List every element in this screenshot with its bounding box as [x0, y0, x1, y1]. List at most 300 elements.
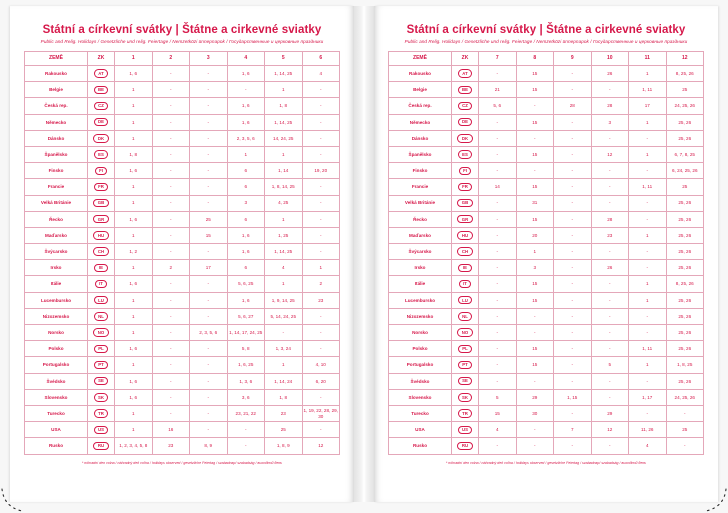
holiday-dates-cell: - [554, 292, 592, 308]
table-row [389, 163, 704, 179]
holiday-dates-cell: - [516, 438, 554, 454]
holiday-dates-cell: 1, 6 [227, 98, 265, 114]
right-footnote: * nóhradní den volna / náhradný deň voľna / holidays observed / gesetzliche Feiertag / szabadnap/ szabadság / выходной день [445, 460, 647, 465]
country-code-badge: PL [458, 345, 473, 353]
holiday-dates-cell: 28 [554, 98, 592, 114]
holiday-dates-cell: - [554, 325, 592, 341]
holiday-dates-cell: 31 [516, 195, 554, 211]
country-name: Portugalsko [25, 357, 88, 373]
holiday-dates-cell: 3 [516, 260, 554, 276]
holiday-dates-cell: 1, 6 [115, 276, 153, 292]
holiday-dates-cell: - [152, 389, 190, 405]
table-row [389, 292, 704, 308]
country-name: Polsko [25, 341, 88, 357]
table-row [25, 163, 340, 179]
country-code-cell [452, 357, 479, 373]
col-header-zk: ZK [452, 52, 479, 66]
holiday-dates-cell: - [516, 163, 554, 179]
holiday-dates-cell: - [629, 325, 667, 341]
country-name: Finsko [389, 163, 452, 179]
table-row [25, 195, 340, 211]
holiday-dates-cell: 15 [516, 179, 554, 195]
country-code-badge: FI [95, 167, 108, 175]
holiday-dates-cell: - [152, 325, 190, 341]
holiday-dates-cell: - [302, 227, 340, 243]
col-header-month-12: 12 [666, 52, 704, 66]
holiday-dates-cell: 6 [227, 179, 265, 195]
holiday-dates-cell: 6, 24, 25, 26 [666, 163, 704, 179]
country-code-badge: CZ [94, 102, 109, 110]
holiday-dates-cell: - [554, 114, 592, 130]
table-row [25, 260, 340, 276]
holiday-dates-cell: - [554, 195, 592, 211]
holiday-dates-cell: 19, 20 [302, 163, 340, 179]
holiday-dates-cell: 2, 3, 5, 6 [227, 130, 265, 146]
table-row [25, 146, 340, 162]
holiday-dates-cell: 1, 6 [115, 66, 153, 82]
holiday-dates-cell: 15 [516, 82, 554, 98]
holiday-dates-cell: 6, 20 [302, 373, 340, 389]
holiday-dates-cell: 11, 26 [629, 422, 667, 438]
holiday-dates-cell: 14 [479, 179, 517, 195]
country-name: Lucembursko [389, 292, 452, 308]
holiday-dates-cell: 25, 26 [666, 130, 704, 146]
holiday-dates-cell: 7 [554, 422, 592, 438]
country-code-badge: SK [94, 393, 109, 401]
holiday-dates-cell: 1, 3, 24 [265, 341, 303, 357]
holiday-dates-cell: 12 [591, 422, 629, 438]
table-row [25, 308, 340, 324]
holiday-dates-cell: 1, 6 [227, 66, 265, 82]
holiday-dates-cell: - [591, 276, 629, 292]
holiday-dates-cell: - [479, 211, 517, 227]
country-code-badge: LU [458, 296, 473, 304]
holiday-dates-cell: 25 [666, 82, 704, 98]
country-code-badge: NO [93, 328, 108, 336]
table-row [25, 276, 340, 292]
country-name: Velká Británie [389, 195, 452, 211]
country-code-cell [88, 179, 115, 195]
holiday-dates-cell: - [227, 82, 265, 98]
country-code-cell [88, 405, 115, 421]
country-name: Česká rep. [25, 98, 88, 114]
country-name: Irsko [25, 260, 88, 276]
holiday-dates-cell: - [591, 130, 629, 146]
country-name: Turecko [25, 405, 88, 421]
country-name: Belgie [389, 82, 452, 98]
right-page [374, 6, 718, 502]
holiday-dates-cell: 1 [115, 357, 153, 373]
col-header-month-7: 7 [479, 52, 517, 66]
holiday-dates-cell: - [152, 373, 190, 389]
table-row [389, 114, 704, 130]
holiday-dates-cell: 1 [115, 292, 153, 308]
holiday-dates-cell: 1, 9, 14, 25 [265, 292, 303, 308]
col-header-month-1: 1 [115, 52, 153, 66]
country-code-badge: PT [94, 361, 109, 369]
holiday-dates-cell: 1, 8, 25 [666, 357, 704, 373]
holiday-dates-cell: 15 [516, 292, 554, 308]
table-row [25, 325, 340, 341]
holiday-dates-cell: - [479, 341, 517, 357]
country-code-badge: ES [458, 150, 473, 158]
country-code-cell [88, 308, 115, 324]
holiday-dates-cell: 21 [479, 82, 517, 98]
table-row [25, 422, 340, 438]
country-name: Itálie [25, 276, 88, 292]
holiday-dates-cell: - [554, 276, 592, 292]
country-code-badge: DK [93, 134, 108, 142]
holiday-dates-cell: 25, 26 [666, 292, 704, 308]
country-name: Slovensko [25, 389, 88, 405]
country-name: Španělsko [389, 146, 452, 162]
holiday-dates-cell: - [190, 373, 228, 389]
holiday-dates-cell: 20 [516, 227, 554, 243]
country-code-cell [88, 98, 115, 114]
holiday-dates-cell: - [554, 341, 592, 357]
table-row [25, 82, 340, 98]
holiday-dates-cell: 3 [591, 114, 629, 130]
holiday-dates-cell: 6 [227, 163, 265, 179]
holiday-dates-cell: 25, 26 [666, 341, 704, 357]
table-row [389, 422, 704, 438]
holiday-dates-cell: 29 [591, 405, 629, 421]
holiday-dates-cell: - [152, 114, 190, 130]
holiday-dates-cell: - [190, 292, 228, 308]
holiday-dates-cell: 23, 21, 22 [227, 405, 265, 421]
holiday-dates-cell: - [479, 373, 517, 389]
holiday-dates-cell: - [152, 341, 190, 357]
holiday-dates-cell: - [554, 244, 592, 260]
country-code-cell [452, 389, 479, 405]
country-name: Řecko [25, 211, 88, 227]
holiday-dates-cell: - [302, 195, 340, 211]
holiday-dates-cell: - [152, 179, 190, 195]
country-name: Švédsko [389, 373, 452, 389]
holiday-dates-cell: 1, 19, 22, 28, 29, 30 [302, 405, 340, 421]
holiday-dates-cell: - [265, 325, 303, 341]
country-name: Nizozemsko [389, 308, 452, 324]
holiday-dates-cell: 6, 7, 8, 25 [666, 146, 704, 162]
country-name: Maďarsko [25, 227, 88, 243]
holiday-dates-cell: 25, 26 [666, 308, 704, 324]
holiday-dates-cell: 25, 26 [666, 211, 704, 227]
holiday-dates-cell: 4 [479, 422, 517, 438]
holiday-dates-cell: - [479, 438, 517, 454]
holiday-dates-cell: 1 [115, 130, 153, 146]
country-code-badge: CZ [458, 102, 473, 110]
holiday-dates-cell: 1 [629, 227, 667, 243]
holiday-dates-cell: 23 [302, 292, 340, 308]
holiday-dates-cell: 15 [516, 66, 554, 82]
holiday-dates-cell: 16 [152, 422, 190, 438]
holiday-dates-cell: 4, 25 [265, 195, 303, 211]
holiday-dates-cell: 2 [302, 276, 340, 292]
holiday-dates-cell: - [152, 357, 190, 373]
country-code-badge: FR [94, 183, 109, 191]
country-name: Rusko [389, 438, 452, 454]
holiday-dates-cell: - [629, 163, 667, 179]
holiday-dates-cell: - [554, 227, 592, 243]
holiday-dates-cell: - [554, 357, 592, 373]
country-code-cell [452, 114, 479, 130]
country-name: Portugalsko [389, 357, 452, 373]
table-row [25, 244, 340, 260]
holiday-dates-cell: - [591, 438, 629, 454]
country-code-cell [88, 244, 115, 260]
holiday-dates-cell: - [190, 405, 228, 421]
country-name: USA [25, 422, 88, 438]
right-page-title: Státní a církevní svátky | Štátne a cirkevné sviatky [406, 24, 686, 36]
holiday-dates-cell: 1, 11 [629, 82, 667, 98]
holiday-dates-cell: - [629, 130, 667, 146]
holiday-dates-cell: 1, 8 [265, 389, 303, 405]
country-code-badge: GR [457, 215, 472, 223]
country-name: Německo [25, 114, 88, 130]
country-name: Rusko [25, 438, 88, 454]
holiday-dates-cell: - [190, 244, 228, 260]
holiday-dates-cell: - [554, 373, 592, 389]
holiday-dates-cell: 26 [591, 260, 629, 276]
country-code-cell [452, 276, 479, 292]
holiday-dates-cell: 28 [591, 98, 629, 114]
holiday-dates-cell: 25 [190, 211, 228, 227]
table-header-row [25, 52, 340, 66]
holiday-dates-cell: - [302, 325, 340, 341]
holiday-dates-cell: - [190, 66, 228, 82]
holiday-dates-cell: 1 [265, 146, 303, 162]
country-code-cell [88, 82, 115, 98]
country-code-cell [452, 66, 479, 82]
holiday-dates-cell: - [152, 130, 190, 146]
holiday-dates-cell: 1, 11 [629, 341, 667, 357]
country-name: Švédsko [25, 373, 88, 389]
col-header-country: ZEMĚ [25, 52, 88, 66]
country-code-badge: HU [457, 231, 472, 239]
holiday-dates-cell: - [554, 405, 592, 421]
holiday-dates-cell: 1, 8, 9 [265, 438, 303, 454]
country-name: Polsko [389, 341, 452, 357]
holiday-dates-cell: 1 [115, 179, 153, 195]
holiday-dates-cell: - [554, 130, 592, 146]
country-code-cell [88, 114, 115, 130]
holiday-dates-cell: 5 [591, 357, 629, 373]
holiday-dates-cell: - [554, 66, 592, 82]
holiday-dates-cell: 17 [629, 98, 667, 114]
holiday-dates-cell: 1 [115, 422, 153, 438]
holiday-dates-cell: - [190, 114, 228, 130]
country-name: Turecko [389, 405, 452, 421]
holiday-dates-cell: - [302, 179, 340, 195]
holiday-dates-cell: 8, 25, 26 [666, 276, 704, 292]
holiday-dates-cell: 6 [227, 260, 265, 276]
country-code-badge: DE [458, 118, 473, 126]
holiday-dates-cell: 24, 25, 26 [666, 98, 704, 114]
holiday-dates-cell: - [629, 373, 667, 389]
country-code-badge: BE [94, 86, 109, 94]
holiday-dates-cell: - [302, 114, 340, 130]
holiday-dates-cell: - [302, 130, 340, 146]
country-code-badge: AT [458, 69, 472, 77]
holiday-dates-cell: 1 [115, 98, 153, 114]
table-row [389, 389, 704, 405]
holiday-dates-cell: 25, 26 [666, 373, 704, 389]
holiday-dates-cell: - [554, 146, 592, 162]
country-code-cell [452, 211, 479, 227]
country-code-cell [88, 146, 115, 162]
holiday-dates-cell: - [479, 357, 517, 373]
country-code-badge: DK [457, 134, 472, 142]
country-code-cell [88, 325, 115, 341]
holiday-dates-cell: 25, 26 [666, 260, 704, 276]
table-row [25, 389, 340, 405]
country-code-badge: FR [458, 183, 473, 191]
country-name: Francie [25, 179, 88, 195]
table-row [389, 341, 704, 357]
holiday-dates-cell: 1 [265, 211, 303, 227]
holiday-dates-cell: - [516, 130, 554, 146]
holiday-dates-cell: 30 [516, 405, 554, 421]
holiday-dates-cell: 15 [516, 146, 554, 162]
table-row [25, 341, 340, 357]
country-code-badge: NL [94, 312, 109, 320]
country-name: Dánsko [25, 130, 88, 146]
holiday-dates-cell: - [554, 163, 592, 179]
holiday-dates-cell: - [227, 438, 265, 454]
holiday-dates-cell: 5 [479, 389, 517, 405]
holiday-dates-cell: 15 [516, 276, 554, 292]
holiday-dates-cell: - [591, 341, 629, 357]
col-header-zk: ZK [88, 52, 115, 66]
country-code-badge: FI [459, 167, 472, 175]
country-code-cell [452, 325, 479, 341]
country-name: Norsko [25, 325, 88, 341]
country-code-cell [88, 66, 115, 82]
holiday-dates-cell: - [591, 195, 629, 211]
holiday-dates-cell: - [591, 163, 629, 179]
holiday-dates-cell: 8, 25, 26 [666, 66, 704, 82]
holiday-dates-cell: - [479, 195, 517, 211]
country-code-badge: HU [93, 231, 108, 239]
country-code-cell [452, 373, 479, 389]
holiday-dates-cell: 4, 10 [302, 357, 340, 373]
table-row [389, 195, 704, 211]
country-code-cell [88, 357, 115, 373]
country-code-cell [452, 163, 479, 179]
right-page-subtitle: Public and Relig. Holidays / Gesetzliche und relig. Feiertage / Nemzetközi ünnepnapok / Государственные и церковные праздники [404, 39, 688, 44]
country-name: Velká Británie [25, 195, 88, 211]
holiday-dates-cell: 12 [591, 146, 629, 162]
country-code-cell [88, 422, 115, 438]
holiday-dates-cell: - [190, 341, 228, 357]
holiday-dates-cell: 1, 6 [115, 389, 153, 405]
holiday-dates-cell: 1 [115, 227, 153, 243]
holiday-dates-cell: - [190, 179, 228, 195]
holiday-dates-cell: 1, 14, 17, 24, 25 [227, 325, 265, 341]
country-code-badge: CH [93, 247, 108, 255]
holiday-dates-cell: 1 [115, 260, 153, 276]
holiday-dates-cell: - [190, 163, 228, 179]
table-row [25, 405, 340, 421]
holiday-dates-cell: 1, 14 [265, 163, 303, 179]
holiday-dates-cell: - [302, 98, 340, 114]
holiday-dates-cell: - [591, 244, 629, 260]
holiday-dates-cell: 1 [115, 308, 153, 324]
country-code-cell [452, 82, 479, 98]
holiday-dates-cell: - [190, 130, 228, 146]
holiday-dates-cell: 1 [115, 114, 153, 130]
country-code-badge: PL [94, 345, 109, 353]
table-row [389, 325, 704, 341]
holiday-dates-cell: - [190, 146, 228, 162]
holiday-dates-cell: - [302, 244, 340, 260]
col-header-month-11: 11 [629, 52, 667, 66]
holiday-dates-cell: - [302, 308, 340, 324]
country-code-cell [88, 276, 115, 292]
holiday-dates-cell: - [152, 66, 190, 82]
holiday-dates-cell: 1, 3, 6 [227, 373, 265, 389]
holiday-dates-cell: 1, 6, 25 [227, 357, 265, 373]
left-page-subtitle: Public and Relig. Holidays / Gesetzliche und relig. Feiertage / Nemzetközi ünnepnapok / Государственные и церковные праздники [40, 39, 324, 44]
country-code-badge: IT [459, 280, 472, 288]
table-header-row [389, 52, 704, 66]
table-row [25, 130, 340, 146]
table-row [25, 227, 340, 243]
holiday-dates-cell: - [516, 308, 554, 324]
country-code-badge: IE [94, 264, 107, 272]
country-code-cell [88, 163, 115, 179]
country-code-badge: IE [458, 264, 471, 272]
holiday-dates-cell: - [479, 130, 517, 146]
holiday-dates-cell: 1 [115, 82, 153, 98]
holiday-dates-cell: - [190, 82, 228, 98]
country-code-cell [88, 438, 115, 454]
country-name: Itálie [389, 276, 452, 292]
table-row [389, 308, 704, 324]
holiday-dates-cell: 12 [302, 438, 340, 454]
left-page [10, 6, 354, 502]
country-code-cell [452, 308, 479, 324]
country-name: Rakousko [25, 66, 88, 82]
table-row [25, 114, 340, 130]
holiday-dates-cell: 1 [629, 276, 667, 292]
holiday-dates-cell: 1 [629, 114, 667, 130]
holiday-dates-cell: 3, 6 [227, 389, 265, 405]
holiday-dates-cell: 15 [190, 227, 228, 243]
country-code-cell [88, 260, 115, 276]
country-code-cell [88, 227, 115, 243]
holiday-dates-cell: 1, 6 [115, 211, 153, 227]
country-code-cell [452, 195, 479, 211]
holiday-dates-cell: - [152, 292, 190, 308]
holiday-dates-cell: 4 [302, 66, 340, 82]
holiday-dates-cell: 4 [265, 260, 303, 276]
holiday-dates-cell: - [479, 308, 517, 324]
holiday-dates-cell: 1 [265, 357, 303, 373]
holiday-dates-cell: - [629, 260, 667, 276]
country-code-cell [452, 179, 479, 195]
table-row [389, 260, 704, 276]
table-row [389, 244, 704, 260]
holiday-dates-cell: - [302, 341, 340, 357]
country-name: Norsko [389, 325, 452, 341]
holiday-dates-cell: 1 [629, 357, 667, 373]
holiday-dates-cell: 15 [516, 114, 554, 130]
holiday-dates-cell: 1, 6 [115, 373, 153, 389]
table-row [389, 438, 704, 454]
holiday-dates-cell: 1 [115, 325, 153, 341]
country-name: Rakousko [389, 66, 452, 82]
